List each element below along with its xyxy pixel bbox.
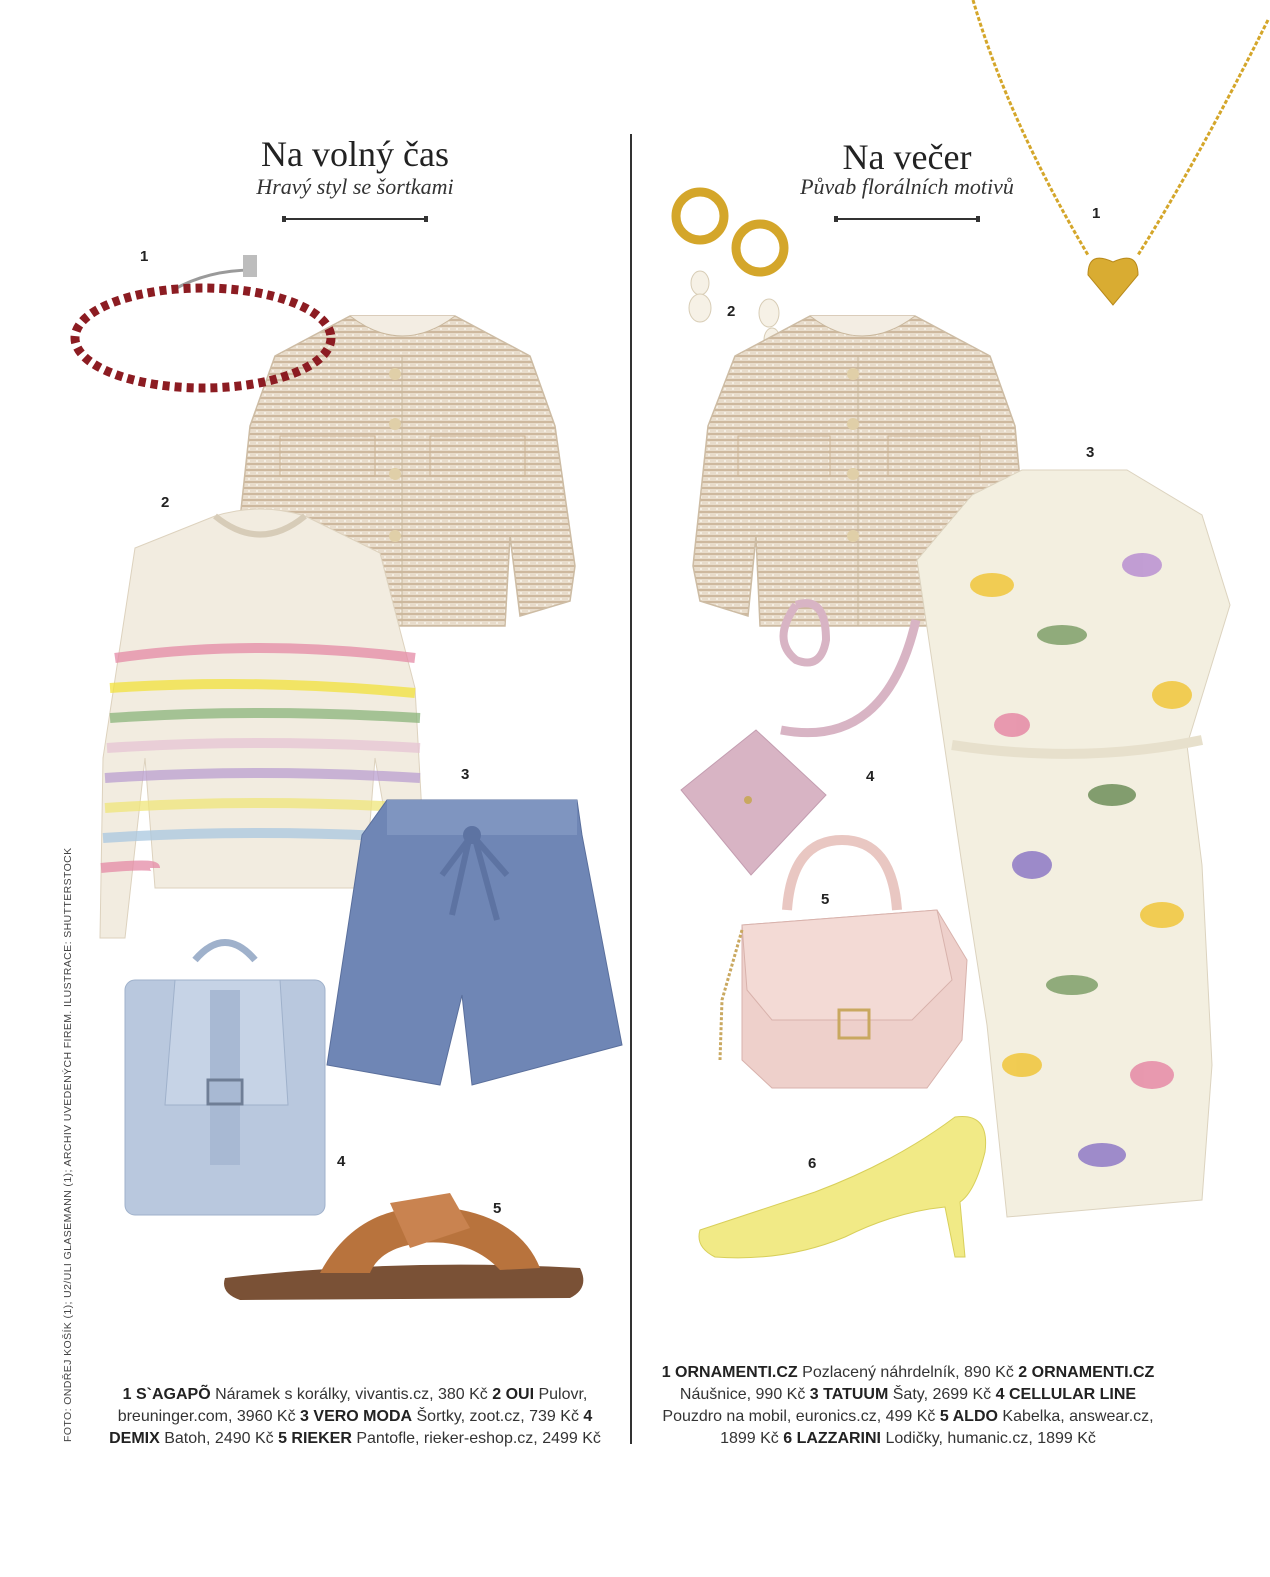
left-title-rule: [282, 218, 428, 220]
caption-brand: 1 S`AGAPÕ: [122, 1386, 211, 1403]
caption-brand: 4 CELLULAR LINE: [995, 1386, 1137, 1403]
left-label-1: 1: [140, 248, 149, 265]
denim-shorts-icon: [322, 795, 632, 1090]
caption-text: Kabelka, answear.cz, 1899 Kč: [720, 1408, 1154, 1447]
right-title-rule: [834, 218, 980, 220]
caption-text: Šortky, zoot.cz, 739 Kč: [412, 1408, 584, 1425]
bracelet-icon: [68, 250, 338, 400]
caption-brand: 4 DEMIX: [109, 1408, 593, 1447]
left-caption: [105, 1384, 605, 1450]
caption-text: Náušnice, 990 Kč: [679, 1386, 810, 1403]
necklace-icon: [968, 0, 1270, 310]
right-label-6: 6: [808, 1155, 817, 1172]
left-label-2: 2: [161, 494, 170, 511]
caption-brand: 3 TATUUM: [809, 1386, 889, 1403]
right-label-5: 5: [821, 891, 830, 908]
page-divider: [630, 134, 632, 1444]
left-label-5: 5: [493, 1200, 502, 1217]
caption-brand: 1 ORNAMENTI.CZ: [661, 1364, 798, 1381]
pump-shoe-icon: [695, 1112, 993, 1262]
right-label-1: 1: [1092, 205, 1101, 222]
caption-brand: 5 ALDO: [939, 1408, 998, 1425]
left-title: Na volný čas: [261, 134, 449, 174]
left-label-3: 3: [461, 766, 470, 783]
sandal-icon: [220, 1188, 590, 1306]
caption-brand: 5 RIEKER: [278, 1430, 352, 1447]
caption-text: Šaty, 2699 Kč: [888, 1386, 996, 1403]
right-label-2: 2: [727, 303, 736, 320]
caption-text: Pulovr, breuninger.com, 3960 Kč: [117, 1386, 588, 1425]
caption-brand: 6 LAZZARINI: [783, 1430, 881, 1447]
caption-text: Pouzdro na mobil, euronics.cz, 499 Kč: [662, 1408, 940, 1425]
caption-text: Pozlacený náhrdelník, 890 Kč: [797, 1364, 1019, 1381]
caption-brand: 2 OUI: [492, 1386, 535, 1403]
caption-text: Batoh, 2490 Kč: [159, 1430, 279, 1447]
right-subtitle: Půvab florálních motivů: [800, 174, 1014, 199]
photo-credit: FOTO: ONDŘEJ KOŠÍK (1); U2/ULI GLASEMANN (1); ARCHIV UVEDENÝCH FIREM. ILUSTRACE: SHUTTERSTOCK: [62, 847, 74, 1442]
backpack-icon: [120, 930, 332, 1222]
caption-brand: 2 ORNAMENTI.CZ: [1018, 1364, 1155, 1381]
left-label-4: 4: [337, 1153, 346, 1170]
caption-brand: 3 VERO MODA: [300, 1408, 413, 1425]
caption-text: Pantofle, rieker-eshop.cz, 2499 Kč: [351, 1430, 601, 1447]
right-caption: [648, 1362, 1168, 1450]
right-title: Na večer: [842, 137, 972, 177]
left-subtitle: Hravý styl se šortkami: [256, 174, 454, 199]
handbag-icon: [712, 830, 970, 1092]
right-label-4: 4: [866, 768, 875, 785]
caption-text: Lodičky, humanic.cz, 1899 Kč: [881, 1430, 1096, 1447]
right-label-3: 3: [1086, 444, 1095, 461]
caption-text: Náramek s korálky, vivantis.cz, 380 Kč: [210, 1386, 493, 1403]
